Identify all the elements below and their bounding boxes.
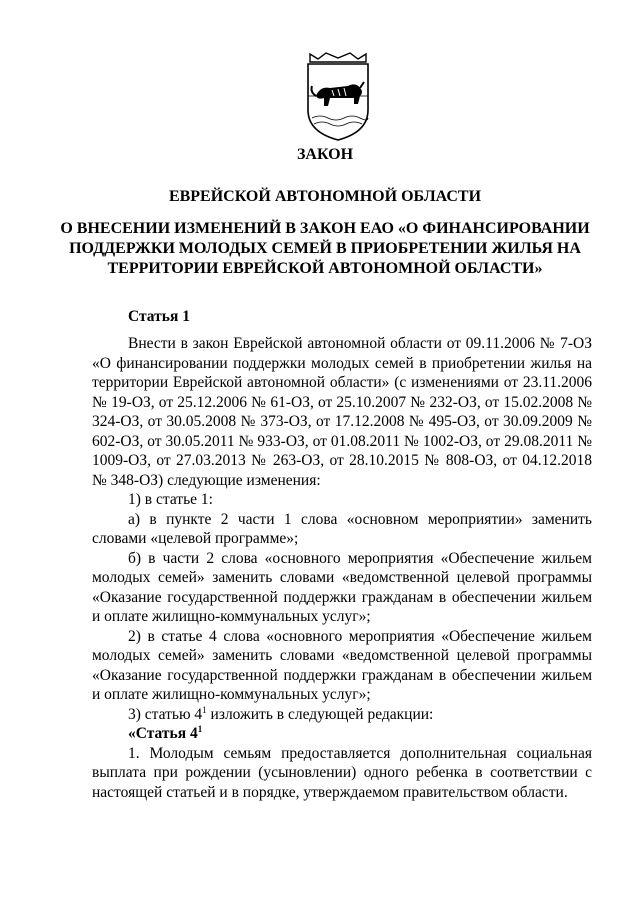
new-article-paragraph-1: 1. Молодым семьям предоставляется дополнительная социальная выплата при рождении (усыновлении) одного ребенка в соответствии с настоящей статьей и в порядке, утверждаемом правительством области.	[92, 744, 592, 801]
article-1-title: Статья 1	[128, 308, 190, 325]
new-article-prefix: «Статья 4	[128, 725, 198, 742]
item-3-sup: 1	[202, 704, 207, 715]
intro-paragraph: Внести в закон Еврейской автономной области от 09.11.2006 № 7-ОЗ «О финансировании поддержки молодых семей в приобретении жилья на территории Еврейской автономной области» (с изменениями от 23.11.2006 № 19-ОЗ, от 25.12.2006 № 61-ОЗ, от 25.10.2007 № 232-ОЗ, от 15.02.2008 № 324-ОЗ, от 30.05.2008 № 373-ОЗ, от 17.12.2008 № 495-ОЗ, от 30.09.2009 № 602-ОЗ, от 30.05.2011 № 933-ОЗ, от 01.08.2011 № 1002-ОЗ, от 29.08.2011 № 1009-ОЗ, от 27.03.2013 № 263-ОЗ, от 28.10.2015 № 808-ОЗ, от 04.12.2018 № 348-ОЗ) следующие изменения:	[92, 335, 592, 489]
coat-of-arms-icon	[302, 52, 374, 142]
item-2: 2) в статье 4 слова «основного мероприятия «Обеспечение жильем молодых семей» заменить словами «ведомственной целевой программы «Оказание государственной поддержки гражданам в обеспечении жильем и оплате жилищно-коммунальных услуг»;	[92, 627, 592, 703]
article-1-body	[92, 334, 592, 802]
document-type: ЗАКОН	[296, 146, 354, 163]
item-3	[92, 705, 592, 725]
item-1a: а) в пункте 2 части 1 слова «основном мероприятии» заменить словами «целевой программе»;	[92, 510, 592, 547]
item-3-prefix: 3) статью 4	[128, 705, 203, 723]
subject-line: ТЕРРИТОРИИ ЕВРЕЙСКОЙ АВТОНОМНОЙ ОБЛАСТИ»	[107, 260, 543, 277]
subject-line: ПОДДЕРЖКИ МОЛОДЫХ СЕМЕЙ В ПРИОБРЕТЕНИИ ЖИЛЬЯ НА	[69, 240, 581, 257]
law-subject	[60, 219, 590, 279]
subject-line: О ВНЕСЕНИИ ИЗМЕНЕНИЙ В ЗАКОН ЕАО «О ФИНАНСИРОВАНИИ	[60, 220, 590, 237]
new-article-title	[92, 724, 592, 744]
region-title: ЕВРЕЙСКОЙ АВТОНОМНОЙ ОБЛАСТИ	[168, 188, 482, 205]
item-3-suffix: изложить в следующей редакции:	[206, 705, 434, 723]
item-1b: б) в части 2 слова «основного мероприятия «Обеспечение жильем молодых семей» заменить словами «ведомственной целевой программы «Оказание государственной поддержки гражданам в обеспечении жильем и оплате жилищно-коммунальных услуг»;	[92, 549, 592, 625]
item-1: 1) в статье 1:	[128, 491, 213, 508]
new-article-sup: 1	[197, 723, 203, 734]
